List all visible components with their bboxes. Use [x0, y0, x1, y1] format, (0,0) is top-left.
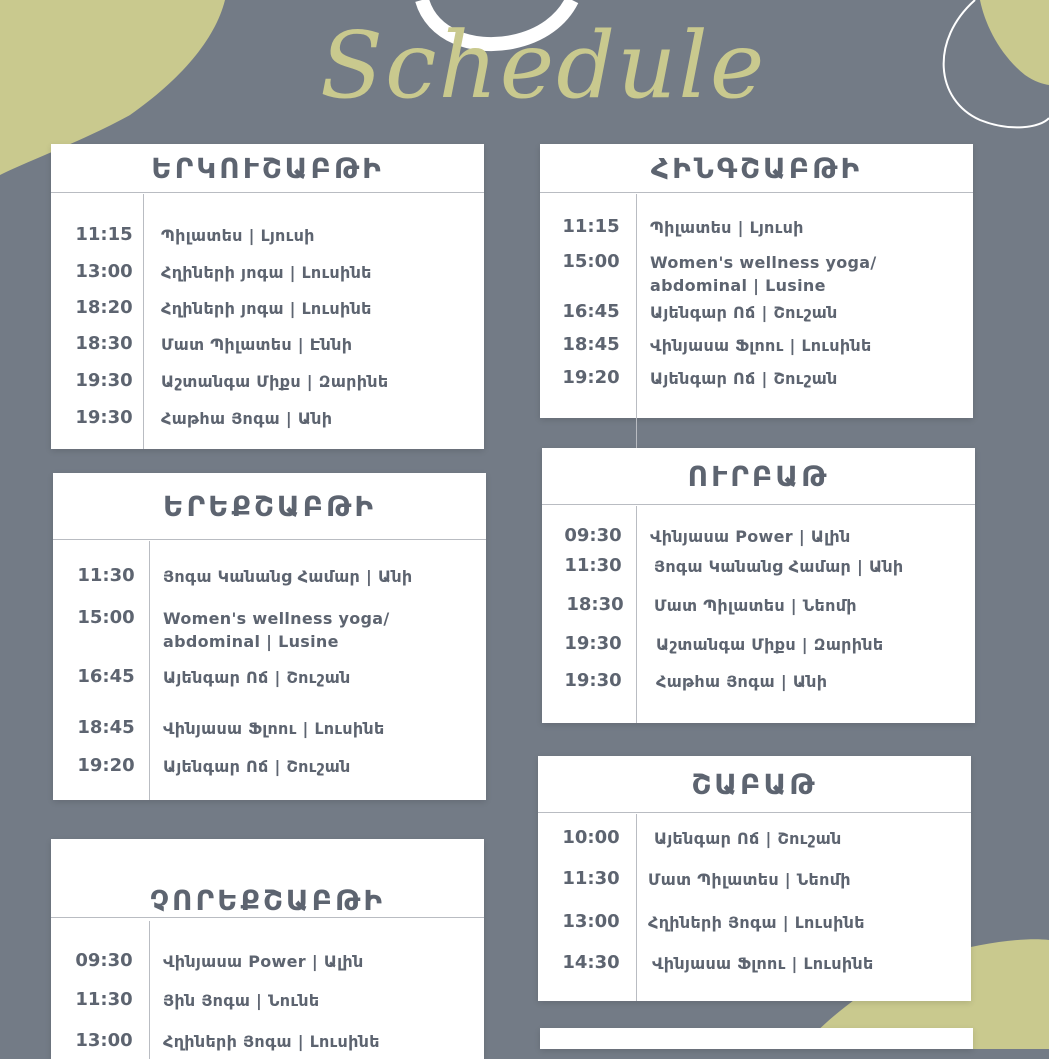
column-divider: [149, 921, 150, 1059]
class-name: Այենգար Ոճ | Շուշան: [163, 668, 351, 687]
class-name: Վինյասա Power | Ալին: [163, 952, 364, 971]
class-name: Աշտանգա Միքս | Զարինե: [161, 372, 389, 391]
class-name: Յոգա Կանանց Համար | Անի: [163, 567, 413, 586]
class-name: Յին Յոգա | Նունե: [163, 991, 320, 1010]
class-time: 19:30: [75, 370, 133, 391]
class-time: 18:30: [566, 594, 624, 615]
class-name: Women's wellness yoga/: [163, 609, 390, 628]
class-time: 15:00: [77, 607, 135, 628]
class-time: 11:30: [75, 989, 133, 1010]
day-card-friday: [542, 448, 975, 723]
day-title: ՀԻՆԳՇԱԲԹԻ: [540, 144, 973, 193]
day-title: ՈՒՐԲԱԹ: [542, 448, 975, 505]
class-name: Վինյասա Ֆլոու | Լուսինե: [163, 719, 385, 738]
class-name: Պիլատես | Լյուսի: [161, 226, 315, 245]
class-time: 16:45: [562, 301, 620, 322]
day-title: ՉՈՐԵՔՇԱԲԹԻ: [51, 839, 484, 918]
class-name: Հղիների Յոգա | Լուսինե: [648, 913, 865, 932]
day-title: ԵՐԵՔՇԱԲԹԻ: [53, 473, 486, 540]
class-name: Վինյասա Ֆլոու | Լուսինե: [652, 954, 874, 973]
class-name: Յոգա Կանանց Համար | Անի: [654, 557, 904, 576]
day-card-thursday: [540, 144, 973, 418]
class-name: Հաթհա Յոգա | Անի: [656, 672, 828, 691]
class-time: 18:45: [562, 334, 620, 355]
class-name: Հղիների յոգա | Լուսինե: [161, 263, 372, 282]
class-time: 18:45: [77, 717, 135, 738]
day-title: ԵՐԿՈՒՇԱԲԹԻ: [51, 144, 484, 193]
class-time: 19:30: [75, 407, 133, 428]
class-time: 19:20: [77, 755, 135, 776]
class-time: 16:45: [77, 666, 135, 687]
class-name: Մատ Պիլատես | Նեոմի: [654, 596, 857, 615]
class-name: Մատ Պիլատես | Նեոմի: [648, 870, 851, 889]
class-time: 13:00: [75, 261, 133, 282]
class-name: Մատ Պիլատես | Էննի: [161, 335, 353, 354]
class-name: Հղիների Յոգա | Լուսինե: [163, 1032, 380, 1051]
class-name-line2: abdominal | Lusine: [163, 632, 339, 651]
day-card-monday: [51, 144, 484, 449]
day-card-partial: [540, 1028, 973, 1049]
class-name: Այենգար Ոճ | Շուշան: [650, 369, 838, 388]
class-time: 09:30: [75, 950, 133, 971]
class-time: 11:15: [562, 216, 620, 237]
day-card-saturday: [538, 756, 971, 1001]
column-divider: [636, 814, 637, 1001]
class-time: 19:30: [564, 633, 622, 654]
class-name: Վինյասա Power | Ալին: [650, 527, 851, 546]
class-time: 14:30: [562, 952, 620, 973]
class-time: 19:20: [562, 367, 620, 388]
page-title: Schedule: [320, 12, 767, 119]
class-time: 15:00: [562, 251, 620, 272]
class-time: 10:00: [562, 827, 620, 848]
class-name: Պիլատես | Լյուսի: [650, 218, 804, 237]
class-name: Այենգար Ոճ | Շուշան: [654, 829, 842, 848]
day-card-wednesday: [51, 839, 484, 1059]
class-name: Այենգար Ոճ | Շուշան: [650, 303, 838, 322]
day-card-tuesday: [53, 473, 486, 800]
class-time: 11:15: [75, 224, 133, 245]
class-time: 19:30: [564, 670, 622, 691]
class-time: 09:30: [564, 525, 622, 546]
class-time: 11:30: [562, 868, 620, 889]
class-name: Այենգար Ոճ | Շուշան: [163, 757, 351, 776]
class-time: 13:00: [75, 1030, 133, 1051]
class-time: 13:00: [562, 911, 620, 932]
class-name: Հղիների յոգա | Լուսինե: [161, 299, 372, 318]
class-name-line2: abdominal | Lusine: [650, 276, 826, 295]
decor-blob-top-right: [940, 0, 1049, 130]
class-time: 11:30: [77, 565, 135, 586]
class-name: Հաթհա Յոգա | Անի: [161, 409, 333, 428]
class-name: Աշտանգա Միքս | Զարինե: [656, 635, 884, 654]
class-time: 18:20: [75, 297, 133, 318]
day-title: ՇԱԲԱԹ: [538, 756, 971, 813]
class-time: 18:30: [75, 333, 133, 354]
class-name: Women's wellness yoga/: [650, 253, 877, 272]
class-name: Վինյասա Ֆլոու | Լուսինե: [650, 336, 872, 355]
class-time: 11:30: [564, 555, 622, 576]
